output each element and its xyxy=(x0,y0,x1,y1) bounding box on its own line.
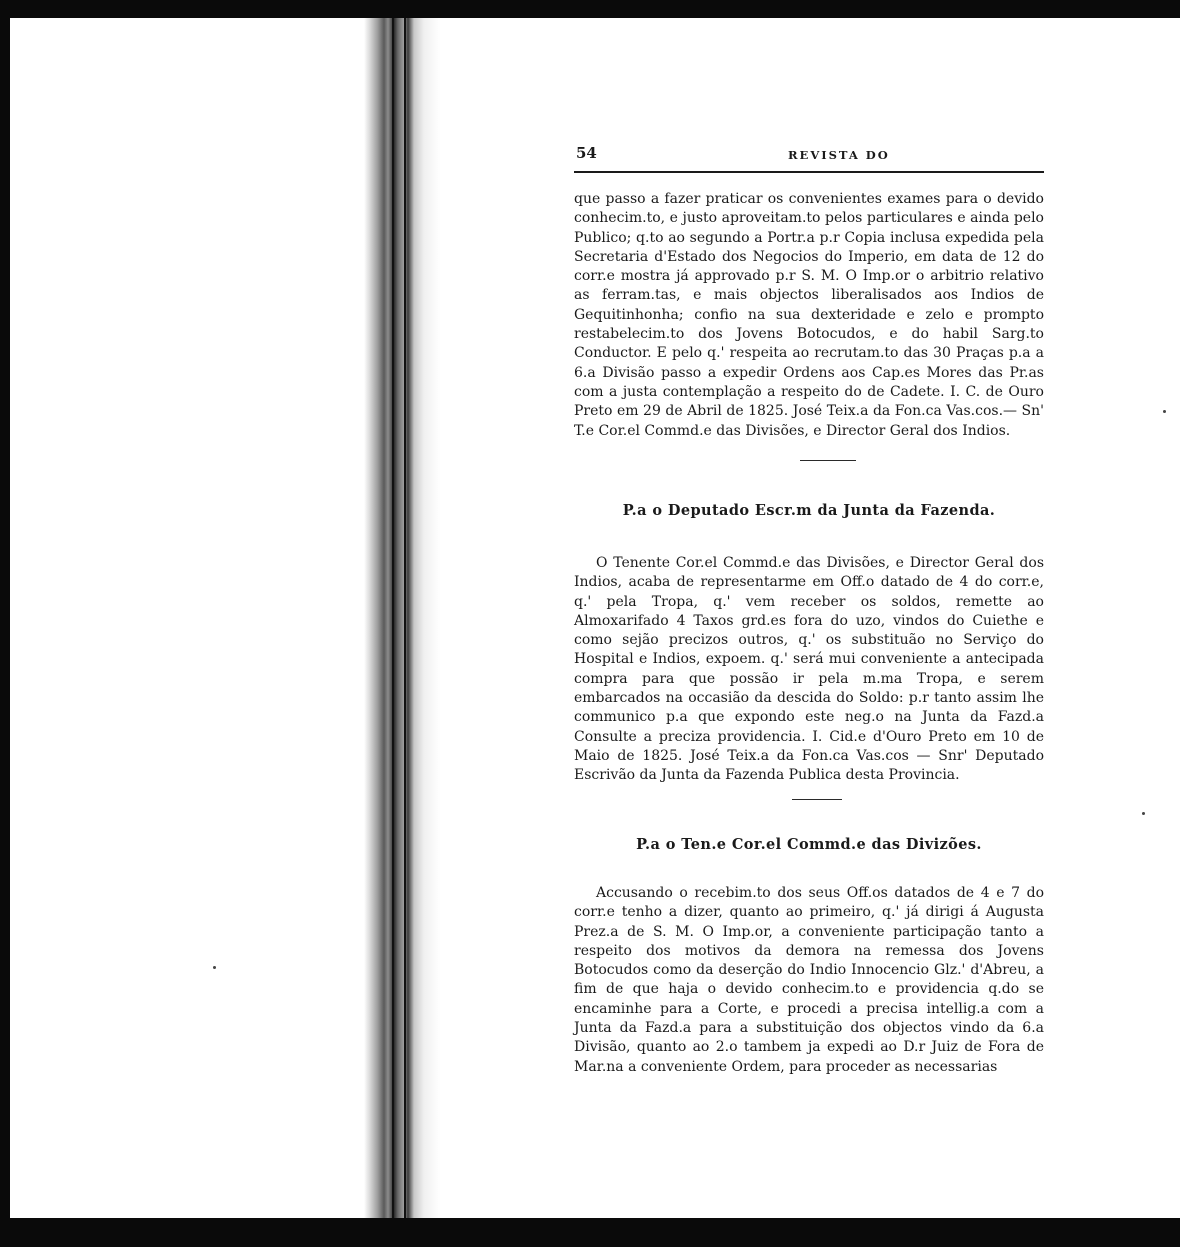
continuation-paragraph: que passo a fazer praticar os convenientes exames para o devido conhecim.to, e justo aproveitam.to pelos particulares e ainda pelo Publico; q.to ao segundo a Portr.a p.r Copia inclusa expedida pela Secretaria d'Estado dos Negocios do Imperio, em data de 12 do corr.e mostra já approvado p.r S. M. O Imp.or o arbitrio relativo as ferram.tas, e mais objectos liberalisados aos Indios de Gequitinhonha; confio na sua dexteridade e zelo e prompto restabelecim.to dos Jovens Botocudos, e do habil Sarg.to Conductor. E pelo q.' respeita ao recrutam.to das 30 Praças p.a a 6.a Divisão passo a expedir Ordens aos Cap.es Mores das Pr.as com a justa contemplação a respeito do de Cadete. I. C. de Ouro Preto em 29 de Abril de 1825. José Teix.a da Fon.ca Vas.cos.— Sn' T.e Cor.el Commd.e das Divisões, e Director Geral dos Indios. xyxy=(574,191,1044,439)
scan-border-bottom xyxy=(0,1218,1180,1247)
scan-speck xyxy=(213,966,216,969)
letter-paragraph: O Tenente Cor.el Commd.e das Divisões, e Director Geral dos Indios, acaba de representarme em Off.o datado de 4 do corr.e, q.' pela Tropa, q.' vem receber os soldos, remette ao Almoxarifado 4 Taxos grd.es fora do uzo, vindos do Cuiethe e como sejão precizos outros, q.' os substituão no Serviço do Hospital e Indios, expoem. q.' será mui conveniente a antecipada compra para que possão ir pela m.ma Tropa, e serem embarcados na occasião da descida do Soldo: p.r tanto assim lhe communico p.a que expondo este neg.o na Junta da Fazd.a Consulte a preciza providencia. I. Cid.e d'Ouro Preto em 10 de Maio de 1825. José Teix.a da Fon.ca Vas.cos — Snr' Deputado Escrivão da Junta da Fazenda Publica desta Provincia. xyxy=(574,555,1044,784)
header-rule xyxy=(574,171,1044,173)
letter-heading: P.a o Ten.e Cor.el Commd.e das Divizões. xyxy=(636,836,982,853)
scan-border-top xyxy=(0,0,1180,18)
scan-speck xyxy=(1142,812,1145,815)
section-separator xyxy=(800,460,856,461)
page-number: 54 xyxy=(576,144,597,162)
letter-paragraph: Accusando o recebim.to dos seus Off.os datados de 4 e 7 do corr.e tenho a dizer, quanto ao primeiro, q.' já dirigi á Augusta Prez.a de S. M. O Imp.or, a conveniente participação tanto a respeito dos motivos da demora na remessa dos Jovens Botocudos como da deserção do Indio Innocencio Glz.' d'Abreu, a fim de que haja o devido conhecim.to e providencia q.do se encaminhe para a Corte, e procedi a precisa intellig.a com a Junta da Fazd.a para a substituição dos objectos vindo da 6.a Divisão, quanto ao 2.o tambem ja expedi ao D.r Juiz de Fora de Mar.na a conveniente Ordem, para proceder as necessarias xyxy=(574,885,1044,1075)
section-separator xyxy=(792,799,842,800)
scan-speck xyxy=(1163,410,1166,413)
spine-line xyxy=(404,18,406,1218)
letter-heading: P.a o Deputado Escr.m da Junta da Fazenda. xyxy=(622,502,996,519)
running-head xyxy=(574,144,1044,168)
book-gutter-shadow xyxy=(350,18,440,1218)
spine-line xyxy=(392,18,394,1218)
running-title: REVISTA DO xyxy=(788,148,890,162)
scan-border-left xyxy=(0,0,10,1247)
